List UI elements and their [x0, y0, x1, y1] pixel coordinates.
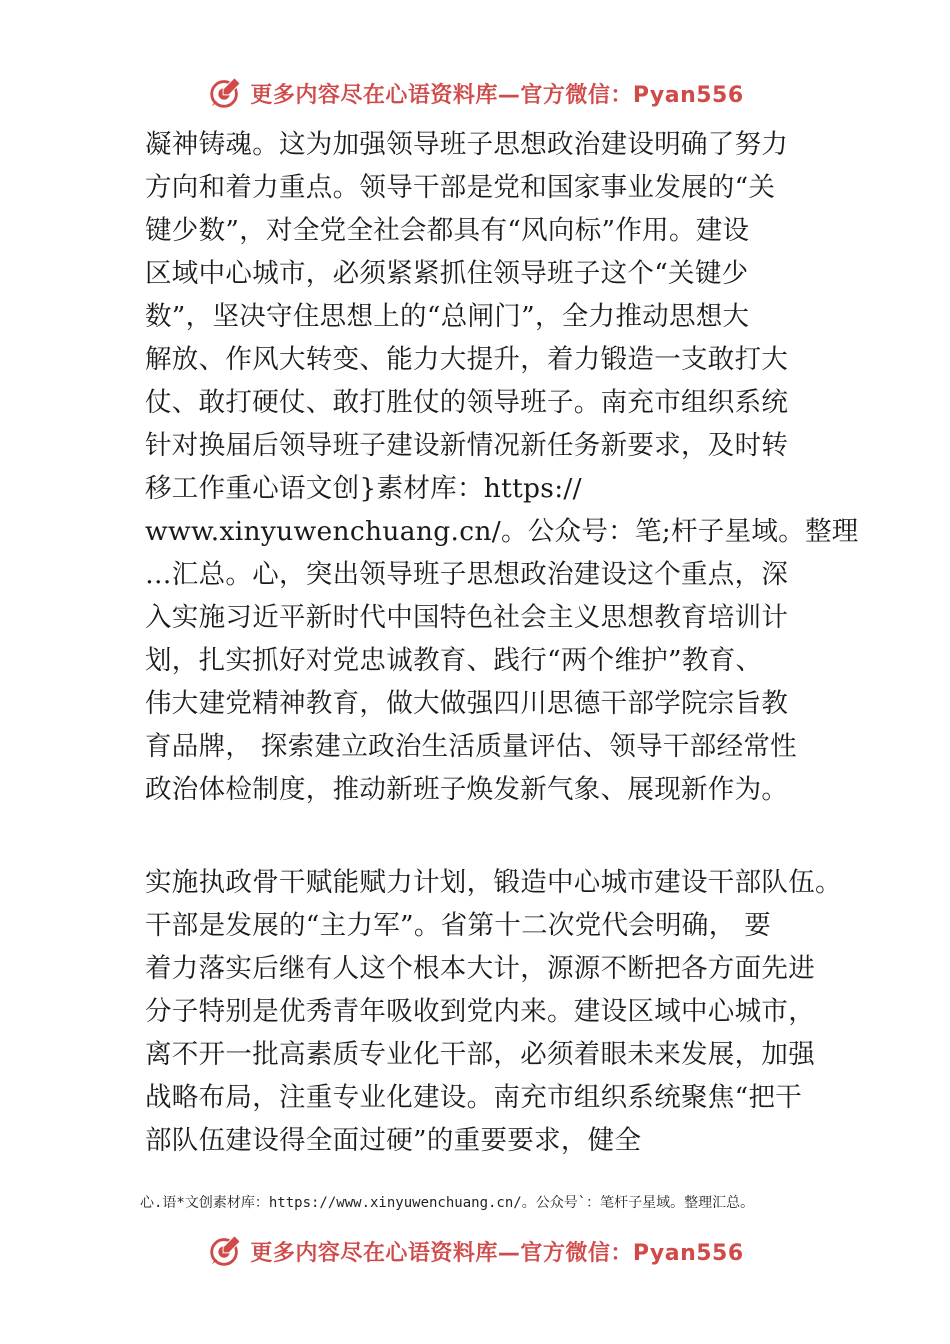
body-line: 划，扎实抓好对党忠诚教育、践行“两个维护”教育、 — [145, 645, 763, 676]
footer-note: 心.语*文创素材库：https://www.xinyuwenchuang.cn/。公众号`：笔杆子星域。整理汇总。 — [140, 1195, 755, 1211]
footer-banner-text: 更多内容尽在心语资料库—官方微信：Pyan556 — [250, 1240, 744, 1266]
body-line: 干部是发展的“主力军”。省第十二次党代会明确， 要 — [145, 910, 772, 941]
body-line: 移工作重心语文创}素材库：https:// — [145, 473, 582, 504]
body-line: 键少数”，对全党全社会都具有“风向标”作用。建设 — [145, 215, 750, 246]
body-line: 仗、敢打硬仗、敢打胜仗的领导班子。南充市组织系统 — [145, 387, 789, 418]
body-line: 育品牌， 探索建立政治生活质量评估、领导干部经常性 — [145, 731, 797, 762]
body-line: 针对换届后领导班子建设新情况新任务新要求，及时转 — [145, 430, 789, 461]
body-line: 方向和着力重点。领导干部是党和国家事业发展的“关 — [145, 172, 776, 203]
body-line: 实施执政骨干赋能赋力计划，锻造中心城市建设干部队伍。 — [145, 867, 842, 898]
body-line: 凝神铸魂。这为加强领导班子思想政治建设明确了努力 — [145, 129, 789, 160]
body-line: 解放、作风大转变、能力大提升，着力锻造一支敢打大 — [145, 344, 789, 375]
body-line: 着力落实后继有人这个根本大计，源源不断把各方面先进 — [145, 953, 815, 984]
body-line: www.xinyuwenchuang.cn/。公众号：笔;杆子星域。整理 — [145, 516, 859, 547]
body-line: 政治体检制度，推动新班子焕发新气象、展现新作为。 — [145, 774, 789, 805]
body-line: 数”，坚决守住思想上的“总闸门”，全力推动思想大 — [145, 301, 750, 332]
body-line: 离不开一批高素质专业化干部，必须着眼未来发展，加强 — [145, 1039, 815, 1070]
body-line: 部队伍建设得全面过硬”的重要要求，健全 — [145, 1125, 642, 1156]
body-line: 区域中心城市，必须紧紧抓住领导班子这个“关键少 — [145, 258, 749, 289]
gear-pen-logo-icon — [206, 1232, 244, 1270]
header-banner-text: 更多内容尽在心语资料库—官方微信：Pyan556 — [250, 82, 744, 108]
gear-pen-logo-icon — [206, 74, 244, 112]
footer-banner — [0, 1232, 950, 1270]
body-line: 入实施习近平新时代中国特色社会主义思想教育培训计 — [145, 602, 789, 633]
body-line: …汇总。心，突出领导班子思想政治建设这个重点，深 — [145, 559, 789, 590]
body-line: 分子特别是优秀青年吸收到党内来。建设区域中心城市， — [145, 996, 815, 1027]
body-line: 战略布局，注重专业化建设。南充市组织系统聚焦“把干 — [145, 1082, 803, 1113]
body-line: 伟大建党精神教育，做大做强四川思德干部学院宗旨教 — [145, 688, 789, 719]
header-banner — [0, 74, 950, 112]
